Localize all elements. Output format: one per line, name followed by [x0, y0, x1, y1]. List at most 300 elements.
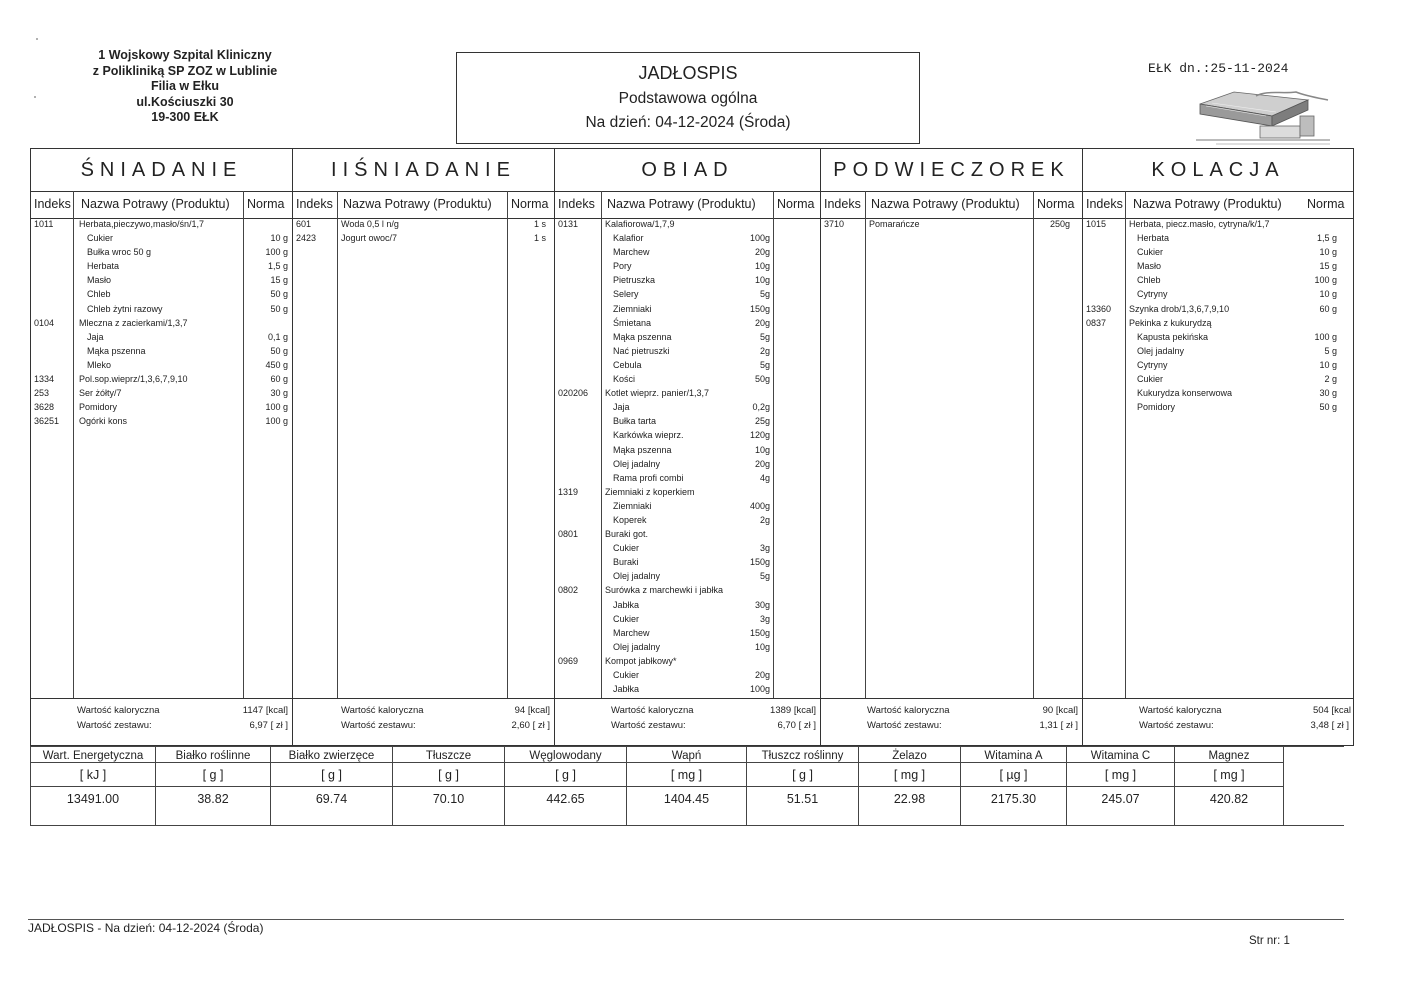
meal-rows	[821, 218, 1082, 232]
menu-row	[1083, 288, 1353, 302]
menu-row	[555, 556, 820, 570]
meal-title: PODWIECZOREK	[833, 159, 1070, 181]
menu-row	[1083, 274, 1353, 288]
nutrition-column	[1066, 746, 1174, 826]
ingredient-name: Pory	[613, 261, 632, 272]
menu-date: Na dzień: 04-12-2024 (Środa)	[585, 114, 791, 131]
menu-row	[555, 669, 820, 683]
col-name: Nazwa Potrawy (Produktu)	[871, 197, 1020, 211]
row-norm: 150g	[749, 627, 770, 638]
ingredient-name: Cukier	[1137, 247, 1164, 258]
meal-rows	[555, 218, 820, 697]
nutrition-column	[30, 746, 155, 826]
ingredient-name: Rama profi combi	[613, 472, 684, 483]
meal-rows	[31, 218, 292, 429]
ingredient-name: Herbata	[1137, 233, 1170, 244]
menu-row	[1083, 359, 1353, 373]
kcal-label: Wartość kaloryczna	[1139, 705, 1222, 716]
nutrient-unit: [ mg ]	[1213, 768, 1245, 782]
row-norm: 10g	[754, 641, 770, 652]
row-norm: 60 g	[270, 374, 288, 385]
col-norm: Norma	[511, 197, 549, 211]
menu-row	[1083, 317, 1353, 331]
row-norm: 3g	[759, 543, 770, 554]
ingredient-name: Cukier	[613, 543, 640, 554]
ingredient-name: Olej jadalny	[613, 571, 661, 582]
institution-line: z Polikliniką SP ZOZ w Lublinie	[92, 63, 278, 78]
ingredient-name: Cytryny	[1137, 289, 1168, 300]
menu-row	[555, 232, 820, 246]
row-norm: 1 s	[533, 233, 546, 244]
col-index: Indeks	[824, 197, 861, 211]
row-norm: 5g	[759, 289, 770, 300]
menu-row	[555, 444, 820, 458]
menu-row	[555, 458, 820, 472]
row-norm: 100g	[749, 684, 770, 695]
menu-row	[1083, 260, 1353, 274]
menu-row	[555, 274, 820, 288]
institution-block	[60, 48, 310, 126]
ingredient-name: Chleb	[1137, 275, 1161, 286]
cost-value: 1,31 [ zł ]	[1039, 720, 1078, 731]
nutrient-value: 442.65	[546, 792, 585, 806]
row-norm: 400g	[749, 500, 770, 511]
ingredient-name: Ziemniaki	[613, 500, 652, 511]
ingredient-name: Cukier	[1137, 374, 1164, 385]
menu-row	[555, 486, 820, 500]
row-norm: 450 g	[265, 359, 288, 370]
column-divider	[865, 191, 866, 699]
column-header	[1083, 191, 1353, 219]
menu-row	[555, 528, 820, 542]
meal-lunch	[555, 149, 821, 745]
menu-row	[31, 218, 292, 232]
meal-summary	[555, 698, 820, 745]
row-index: 253	[34, 388, 50, 399]
ingredient-name: Ziemniaki	[613, 303, 652, 314]
menu-row	[1083, 373, 1353, 387]
table-line	[747, 786, 858, 787]
table-line	[1067, 762, 1174, 763]
row-norm: 1,5 g	[1316, 233, 1337, 244]
menu-row	[31, 331, 292, 345]
meal-rows	[293, 218, 554, 246]
meal-afternoon-snack	[821, 149, 1083, 745]
cost-value: 3,48 [ zł ]	[1310, 720, 1349, 731]
menu-row	[555, 500, 820, 514]
row-norm: 50 g	[1319, 402, 1337, 413]
menu-row	[555, 542, 820, 556]
nutrient-name: Białko zwierzęce	[288, 750, 375, 762]
nutrient-value: 13491.00	[66, 792, 120, 806]
meal-summary	[1083, 698, 1353, 745]
nutrient-value: 1404.45	[663, 792, 710, 806]
row-index: 1334	[34, 374, 55, 385]
meal-second-breakfast	[293, 149, 555, 745]
row-norm: 15 g	[270, 275, 288, 286]
nutrient-name: Witamina C	[1090, 750, 1151, 762]
menu-row	[293, 218, 554, 232]
row-norm: 10g	[754, 261, 770, 272]
ingredient-name: Marchew	[613, 247, 650, 258]
nutrition-table	[30, 746, 1344, 826]
row-index: 0802	[558, 585, 579, 596]
column-divider	[1033, 191, 1034, 699]
nutrient-unit: [ g ]	[321, 768, 342, 782]
nutrient-name: Tłuszcze	[425, 750, 472, 762]
row-norm: 15 g	[1319, 261, 1337, 272]
dish-name: Kompot jabłkowy*	[605, 655, 677, 666]
nutrient-value: 69.74	[315, 792, 348, 806]
diet-type: Podstawowa ogólna	[618, 90, 758, 107]
kcal-value: 504 [kcal	[1312, 705, 1351, 716]
meal-supper	[1083, 149, 1353, 745]
row-index: 3628	[34, 402, 55, 413]
col-index: Indeks	[296, 197, 333, 211]
table-line	[393, 786, 504, 787]
institution-line: 1 Wojskowy Szpital Kliniczny	[98, 48, 272, 62]
ingredient-name: Cebula	[613, 359, 642, 370]
row-index: 3710	[824, 219, 845, 229]
table-line	[627, 786, 746, 787]
ingredient-name: Buraki	[613, 557, 639, 568]
footer-text: JADŁOSPIS - Na dzień: 04-12-2024 (Środa)	[28, 921, 264, 935]
col-name: Nazwa Potrawy (Produktu)	[1133, 197, 1282, 211]
nutrient-unit: [ kJ ]	[79, 768, 107, 782]
row-norm: 50 g	[270, 345, 288, 356]
row-norm: 10g	[754, 444, 770, 455]
row-norm: 100g	[749, 233, 770, 244]
ingredient-name: Olej jadalny	[613, 641, 661, 652]
nutrient-name: Witamina A	[984, 750, 1043, 762]
dish-name: Ziemniaki z koperkiem	[605, 486, 695, 497]
cost-label: Wartość zestawu:	[77, 720, 152, 731]
menu-row	[555, 514, 820, 528]
dish-name: Mleczna z zacierkami/1,3,7	[79, 317, 188, 328]
menu-row	[555, 683, 820, 697]
menu-row	[555, 599, 820, 613]
ingredient-name: Cukier	[613, 670, 640, 680]
row-index: 601	[296, 219, 312, 229]
menu-row	[31, 317, 292, 331]
table-line	[271, 762, 392, 763]
kcal-value: 1147 [kcal]	[242, 705, 288, 716]
ingredient-name: Jabłka	[613, 599, 640, 610]
column-divider	[507, 191, 508, 699]
dish-name: Woda 0,5 l n/g	[341, 219, 399, 229]
row-norm: 2 g	[1324, 374, 1337, 385]
ingredient-name: Cukier	[613, 613, 640, 624]
nutrition-column	[270, 746, 392, 826]
row-norm: 100 g	[265, 402, 288, 413]
ingredient-name: Kości	[613, 374, 636, 385]
row-norm: 0,1 g	[267, 331, 288, 342]
table-line	[961, 786, 1066, 787]
row-norm: 1 s	[533, 219, 546, 229]
table-line	[1067, 786, 1174, 787]
row-norm: 2g	[759, 514, 770, 525]
ingredient-name: Kalafior	[613, 233, 644, 244]
row-norm: 100 g	[265, 416, 288, 427]
row-norm: 100 g	[1314, 275, 1337, 286]
menu-row	[555, 331, 820, 345]
menu-row	[1083, 218, 1353, 232]
nutrition-column	[392, 746, 504, 826]
meal-title: KOLACJA	[1151, 159, 1285, 181]
ingredient-name: Mąka pszenna	[613, 444, 672, 455]
table-line	[747, 762, 858, 763]
nutrient-value: 22.98	[893, 792, 926, 806]
table-line	[1175, 762, 1283, 763]
cost-label: Wartość zestawu:	[611, 720, 686, 731]
row-index: 020206	[558, 388, 589, 399]
row-norm: 100 g	[265, 247, 288, 258]
meal-rows	[1083, 218, 1353, 415]
nutrient-name: Magnez	[1208, 750, 1250, 762]
page-title: JADŁOSPIS	[638, 63, 738, 83]
nutrition-column	[504, 746, 626, 826]
row-index: 1015	[1086, 219, 1107, 229]
table-border	[30, 746, 1344, 747]
row-norm: 250g	[1049, 219, 1070, 229]
ingredient-name: Nać pietruszki	[613, 345, 670, 356]
column-header	[821, 191, 1082, 219]
ingredient-name: Cukier	[87, 233, 114, 244]
row-norm: 150g	[749, 557, 770, 568]
dish-name: Buraki got.	[605, 529, 649, 540]
ingredient-name: Bułka wroc 50 g	[87, 247, 152, 258]
meal-summary	[31, 698, 292, 745]
dish-name: Surówka z marchewki i jabłka	[605, 585, 724, 596]
nutrient-unit: [ mg ]	[893, 768, 926, 782]
col-name: Nazwa Potrawy (Produktu)	[343, 197, 492, 211]
row-index: 13360	[1086, 303, 1112, 314]
meal-breakfast	[31, 149, 293, 745]
table-line	[859, 786, 960, 787]
row-norm: 30g	[754, 599, 770, 610]
nutrition-column	[746, 746, 858, 826]
nutrient-unit: [ mg ]	[670, 768, 703, 782]
page-number: Str nr: 1	[1249, 935, 1290, 947]
dish-name: Szynka drob/1,3,6,7,9,10	[1129, 303, 1230, 314]
dish-name: Kotlet wieprz. panier/1,3,7	[605, 388, 710, 399]
menu-row	[1083, 331, 1353, 345]
nutrient-name: Wapń	[671, 750, 702, 762]
ingredient-name: Olej jadalny	[1137, 345, 1185, 356]
row-norm: 100 g	[1314, 331, 1337, 342]
row-norm: 10g	[754, 275, 770, 286]
dish-name: Pol.sop.wieprz/1,3,6,7,9,10	[79, 374, 188, 385]
dish-name: Pomarańcze	[869, 219, 920, 229]
row-norm: 20g	[754, 317, 770, 328]
ingredient-name: Kapusta pekińska	[1137, 331, 1209, 342]
scan-speck	[34, 96, 36, 98]
ingredient-name: Olej jadalny	[613, 458, 661, 469]
table-line	[156, 762, 270, 763]
row-norm: 30 g	[1319, 388, 1337, 399]
menu-row	[555, 655, 820, 669]
nutrition-column	[1174, 746, 1284, 826]
dish-name: Pomidory	[79, 402, 118, 413]
row-norm: 5g	[759, 359, 770, 370]
menu-row	[293, 232, 554, 246]
kcal-value: 94 [kcal]	[514, 705, 550, 716]
nutrient-value: 51.51	[786, 792, 819, 806]
hospital-logo	[1196, 86, 1330, 150]
ingredient-name: Mąka pszenna	[87, 345, 146, 356]
menu-row	[821, 218, 1082, 232]
menu-row	[31, 288, 292, 302]
ingredient-name: Masło	[87, 275, 112, 286]
ingredient-name: Jaja	[613, 402, 630, 413]
row-norm: 120g	[749, 430, 770, 441]
menu-row	[555, 218, 820, 232]
menu-row	[555, 584, 820, 598]
meals-table	[30, 148, 1354, 746]
meal-summary	[821, 698, 1082, 745]
ingredient-name: Herbata	[87, 261, 120, 272]
row-norm: 10 g	[270, 233, 288, 244]
nutrient-unit: [ g ]	[555, 768, 576, 782]
col-name: Nazwa Potrawy (Produktu)	[607, 197, 756, 211]
col-index: Indeks	[1086, 197, 1123, 211]
menu-row	[555, 260, 820, 274]
row-norm: 1,5 g	[267, 261, 288, 272]
menu-row	[555, 627, 820, 641]
cost-value: 2,60 [ zł ]	[511, 720, 550, 731]
ingredient-name: Marchew	[613, 627, 650, 638]
nutrient-unit: [ g ]	[792, 768, 813, 782]
menu-row	[555, 613, 820, 627]
row-index: 1319	[558, 486, 579, 497]
row-norm: 0,2g	[752, 402, 770, 413]
row-norm: 20g	[754, 247, 770, 258]
nutrition-column	[858, 746, 960, 826]
nutrient-value: 70.10	[432, 792, 465, 806]
col-index: Indeks	[558, 197, 595, 211]
ingredient-name: Chleb	[87, 289, 111, 300]
row-norm: 30 g	[270, 388, 288, 399]
menu-row	[555, 359, 820, 373]
cost-label: Wartość zestawu:	[867, 720, 942, 731]
menu-row	[31, 415, 292, 429]
ingredient-name: Jabłka	[613, 684, 640, 695]
row-index: 0801	[558, 529, 579, 540]
nutrition-column	[155, 746, 270, 826]
table-line	[627, 762, 746, 763]
nutrition-column	[626, 746, 746, 826]
row-norm: 50g	[754, 374, 770, 385]
menu-row	[1083, 345, 1353, 359]
menu-row	[31, 345, 292, 359]
menu-row	[31, 387, 292, 401]
dish-name: Herbata, piecz.masło, cytryna/k/1,7	[1129, 219, 1270, 229]
dish-name: Ser żółty/7	[79, 388, 122, 399]
menu-row	[1083, 387, 1353, 401]
menu-row	[555, 415, 820, 429]
table-line	[859, 762, 960, 763]
kcal-label: Wartość kaloryczna	[77, 705, 160, 716]
nutrient-name: Żelazo	[892, 750, 927, 762]
meal-title: ŚNIADANIE	[80, 159, 243, 181]
institution-line: ul.Kościuszki 30	[136, 94, 234, 109]
menu-row	[31, 274, 292, 288]
row-norm: 4g	[759, 472, 770, 483]
row-norm: 5g	[759, 571, 770, 582]
menu-row	[1083, 232, 1353, 246]
menu-row	[31, 359, 292, 373]
column-header	[555, 191, 820, 219]
menu-row	[555, 472, 820, 486]
nutrition-column	[960, 746, 1066, 826]
menu-row	[31, 260, 292, 274]
menu-row	[555, 429, 820, 443]
row-norm: 50 g	[270, 303, 288, 314]
column-divider	[337, 191, 338, 699]
ingredient-name: Mleko	[87, 359, 112, 370]
dish-name: Jogurt owoc/7	[341, 233, 398, 244]
nutrient-unit: [ g ]	[202, 768, 224, 782]
cost-value: 6,70 [ zł ]	[777, 720, 816, 731]
ingredient-name: Selery	[613, 289, 639, 300]
ingredient-name: Jaja	[87, 331, 104, 342]
row-norm: 10 g	[1319, 247, 1337, 258]
ingredient-name: Mąka pszenna	[613, 331, 672, 342]
title-box	[456, 52, 920, 144]
table-line	[393, 762, 504, 763]
dish-name: Kalafiorowa/1,7,9	[605, 219, 675, 229]
table-line	[31, 762, 155, 763]
table-line	[1175, 786, 1283, 787]
nutrient-unit: [ µg ]	[999, 768, 1028, 782]
cost-label: Wartość zestawu:	[341, 720, 416, 731]
ingredient-name: Karkówka wieprz.	[613, 430, 684, 441]
table-line	[31, 786, 155, 787]
row-norm: 150g	[749, 303, 770, 314]
menu-row	[555, 288, 820, 302]
table-line	[961, 762, 1066, 763]
row-norm: 60 g	[1319, 303, 1337, 314]
menu-row	[555, 345, 820, 359]
nutrient-value: 38.82	[197, 792, 229, 806]
column-header	[31, 191, 292, 219]
menu-row	[1083, 303, 1353, 317]
menu-row	[555, 401, 820, 415]
institution-line: 19-300 EŁK	[151, 110, 219, 124]
row-norm: 20g	[754, 458, 770, 469]
ingredient-name: Masło	[1137, 261, 1162, 272]
cost-value: 6,97 [ zł ]	[249, 720, 288, 731]
menu-row	[555, 303, 820, 317]
menu-row	[555, 246, 820, 260]
col-index: Indeks	[34, 197, 71, 211]
nutrient-name: Wart. Energetyczna	[42, 750, 144, 762]
dish-name: Ogórki kons	[79, 416, 128, 427]
row-norm: 50 g	[270, 289, 288, 300]
menu-row	[555, 373, 820, 387]
meal-title: IIŚNIADANIE	[331, 159, 516, 181]
menu-row	[555, 641, 820, 655]
ingredient-name: Pietruszka	[613, 275, 656, 286]
column-header	[293, 191, 554, 219]
menu-row	[31, 232, 292, 246]
row-index: 1011	[34, 219, 54, 229]
menu-row	[31, 373, 292, 387]
row-norm: 5 g	[1324, 345, 1337, 356]
row-index: 0131	[558, 219, 579, 229]
ingredient-name: Cytryny	[1137, 359, 1168, 370]
table-line	[505, 786, 626, 787]
